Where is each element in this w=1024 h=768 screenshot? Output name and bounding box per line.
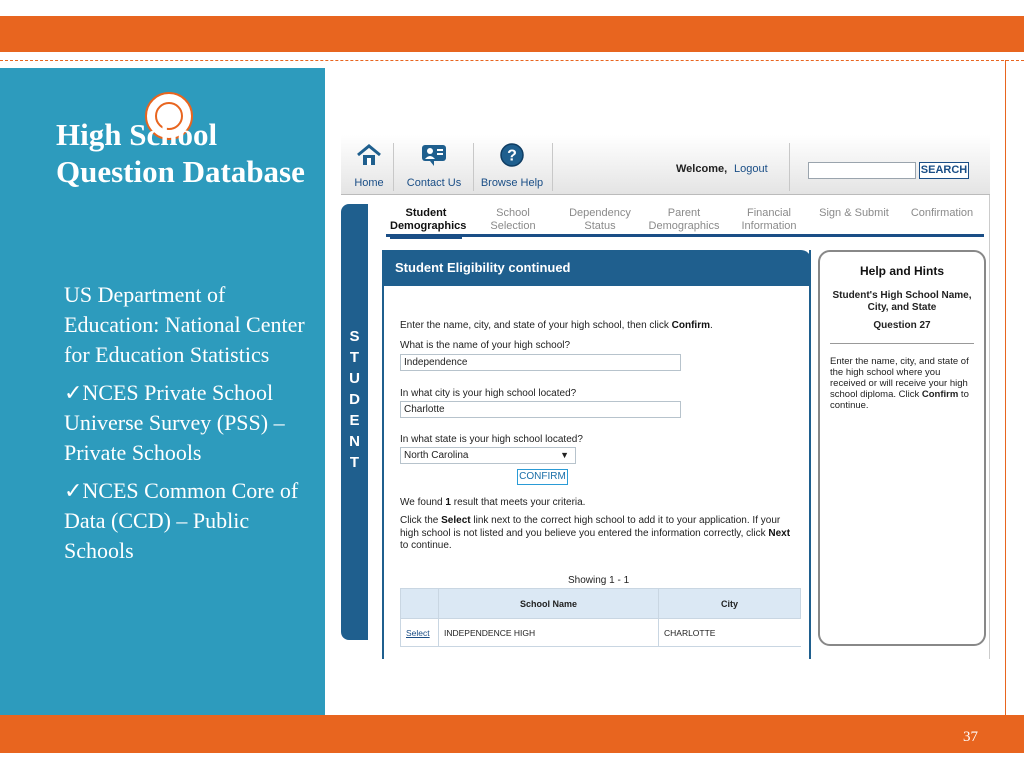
- browse-help-button[interactable]: [479, 141, 545, 191]
- side-letter: D: [349, 391, 360, 408]
- side-letter: T: [349, 454, 360, 471]
- side-letter: E: [349, 412, 360, 429]
- eligibility-panel: [382, 250, 811, 659]
- confirm-button[interactable]: CONFIRM: [517, 469, 568, 485]
- results-table: [400, 588, 801, 647]
- city-cell: CHARLOTTE: [659, 619, 801, 647]
- right-border-line: [1005, 60, 1006, 715]
- tab-confirmation[interactable]: Confirmation: [910, 207, 974, 219]
- body-paragraph-source: US Department of Education: National Center for Education Statistics: [64, 282, 305, 367]
- help-title: Help and Hints: [859, 264, 944, 278]
- school-state-select[interactable]: North Carolina ▼: [400, 447, 576, 464]
- tab-financial-information[interactable]: Financial Information: [741, 207, 797, 232]
- panel-heading: Student Eligibility continued: [384, 250, 811, 286]
- showing-count: Showing 1 - 1: [568, 575, 630, 586]
- page-number: 37: [963, 729, 978, 745]
- body-paragraph-ccd: ✓NCES Common Core of Data (CCD) – Public Schools: [64, 478, 299, 563]
- tab-dependency-status[interactable]: Dependency Status: [569, 207, 631, 232]
- help-and-hints-panel: [818, 250, 986, 646]
- table-header-row: [401, 589, 801, 619]
- home-label: Home: [354, 177, 384, 189]
- contact-us-button[interactable]: [401, 141, 467, 191]
- contact-icon: [420, 143, 448, 167]
- select-cell: [401, 619, 439, 647]
- body-paragraph-pss: ✓NCES Private School Universe Survey (PSS) – Private Schools: [64, 380, 285, 465]
- help-icon: [499, 142, 525, 168]
- slide-body: [64, 280, 314, 574]
- section-tabs: [386, 205, 984, 237]
- student-section-strip: [341, 204, 368, 640]
- top-accent-band: [0, 16, 1024, 52]
- select-instructions: Click the Select link next to the correct high school to add it to your application. If your high school is not listed and you believe you entered the information correctly, click Next to continue.: [400, 515, 791, 551]
- help-text: Enter the name, city, and state of the high school where you received or will receive your high school diploma. Click Confirm to continue.: [830, 356, 969, 411]
- tab-student-demographics[interactable]: Student Demographics: [390, 207, 467, 232]
- side-letter: S: [349, 328, 360, 345]
- home-button[interactable]: [353, 141, 385, 191]
- tab-school-selection[interactable]: School Selection: [490, 207, 536, 232]
- bottom-accent-band: [0, 715, 1024, 753]
- intro-text: Enter the name, city, and state of your high school, then click Confirm.: [400, 320, 713, 331]
- school-state-question: In what state is your high school located?: [400, 434, 583, 445]
- dashed-divider: [0, 60, 1024, 61]
- column-header-action: [401, 589, 439, 619]
- select-school-link[interactable]: Select: [406, 627, 430, 638]
- toolbar: [341, 135, 990, 195]
- column-header-school-name: School Name: [439, 589, 659, 619]
- table-row: [401, 619, 801, 647]
- school-city-question: In what city is your high school located?: [400, 388, 577, 399]
- school-name-question: What is the name of your high school?: [400, 340, 571, 351]
- help-question-number: Question 27: [873, 320, 931, 331]
- side-letter: N: [349, 433, 360, 450]
- school-name-cell: INDEPENDENCE HIGH: [439, 619, 659, 647]
- chevron-down-icon: ▼: [560, 450, 569, 460]
- search-button[interactable]: SEARCH: [919, 162, 969, 179]
- home-icon: [356, 143, 382, 167]
- welcome-text: Welcome,: [676, 163, 728, 175]
- fafsa-screenshot: [341, 135, 990, 659]
- search-input[interactable]: [808, 162, 916, 179]
- svg-text:?: ?: [507, 147, 517, 165]
- school-city-input[interactable]: Charlotte: [400, 401, 681, 418]
- tab-parent-demographics[interactable]: Parent Demographics: [648, 207, 720, 232]
- school-name-input[interactable]: Independence: [400, 354, 681, 371]
- column-header-city: City: [659, 589, 801, 619]
- contact-label: Contact Us: [406, 177, 462, 189]
- tab-sign-and-submit[interactable]: Sign & Submit: [819, 207, 889, 219]
- side-letter: U: [349, 370, 360, 387]
- help-subtitle: Student's High School Name, City, and State: [832, 290, 972, 313]
- help-divider: [830, 343, 974, 344]
- results-summary: We found 1 result that meets your criteria.: [400, 497, 586, 508]
- browse-help-label: Browse Help: [480, 177, 544, 189]
- side-letter: T: [349, 349, 360, 366]
- logout-link[interactable]: Logout: [734, 163, 768, 175]
- slide-title: High School Question Database: [56, 117, 305, 189]
